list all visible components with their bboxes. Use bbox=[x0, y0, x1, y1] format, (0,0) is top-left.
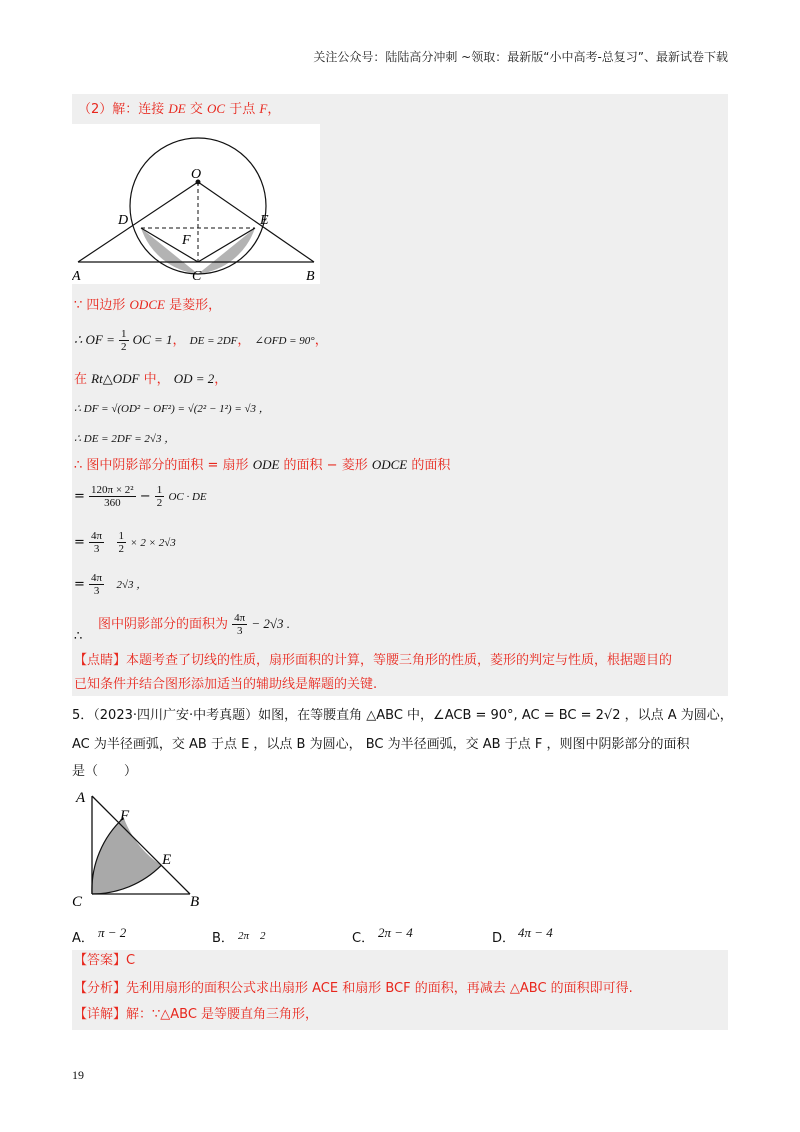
math-text: ODE bbox=[252, 457, 280, 472]
text: 交 bbox=[185, 102, 203, 117]
math-text: ∠OFD = 90° bbox=[254, 335, 315, 347]
option-b-label[interactable]: B． bbox=[212, 931, 234, 946]
fraction: $\frac{1}{2}$ bbox=[118, 530, 125, 555]
text: ， bbox=[214, 372, 228, 387]
solution-line-9 bbox=[74, 530, 176, 555]
label-F: F bbox=[120, 808, 130, 824]
label-A: A bbox=[72, 269, 81, 284]
solution-line-3 bbox=[74, 328, 328, 353]
text: ， bbox=[237, 333, 251, 348]
text: （2）解：连接 bbox=[78, 102, 165, 117]
math-text: Rt△ODF bbox=[91, 371, 140, 386]
text: 中， bbox=[139, 372, 170, 387]
text: 图中阴影部分的面积为 bbox=[98, 617, 229, 632]
solution-line-10 bbox=[74, 572, 147, 597]
option-c-label[interactable]: C． bbox=[352, 931, 375, 946]
math-text: × 2 × 2√3 bbox=[130, 537, 176, 549]
text: ∵ 四边形 bbox=[74, 298, 126, 313]
math-text: ODCE bbox=[129, 297, 165, 312]
label-B: B bbox=[190, 894, 200, 910]
solution-line-2 bbox=[74, 296, 221, 315]
option-a-value: π − 2 bbox=[98, 925, 127, 940]
text: 在 bbox=[74, 372, 88, 387]
label-E: E bbox=[162, 852, 172, 868]
label-A: A bbox=[76, 790, 86, 806]
option-b-value: 2π 2 bbox=[238, 930, 266, 942]
text: = bbox=[74, 577, 85, 592]
math-text: DE bbox=[168, 101, 186, 116]
question-line-3: 是（ ） bbox=[72, 764, 138, 779]
solution-line-5: ∴ DF = √(OD² − OF²) = √(2² − 1²) = √3 ， bbox=[74, 403, 270, 415]
solution-box bbox=[72, 94, 728, 696]
label-C: C bbox=[192, 269, 202, 284]
math-text: OC · DE bbox=[168, 491, 207, 503]
text: = bbox=[74, 535, 85, 550]
therefore-symbol: ∴ bbox=[74, 629, 83, 644]
text: ， bbox=[172, 333, 186, 348]
comment-line-1: 【点睛】本题考查了切线的性质，扇形面积的计算，等腰三角形的性质，菱形的判定与性质，根据题目的 bbox=[74, 653, 673, 668]
solution-line-8 bbox=[74, 484, 207, 509]
text: 是菱形， bbox=[164, 298, 222, 313]
math-text: F bbox=[259, 101, 268, 116]
text: − bbox=[139, 489, 151, 504]
label-D: D bbox=[118, 213, 129, 228]
fraction: $\frac{\text{120π × 2²}}{360}$ bbox=[91, 484, 134, 509]
solution-line-1 bbox=[78, 100, 280, 119]
text: 的面积 − 菱形 bbox=[279, 458, 368, 473]
option-a-label[interactable]: A． bbox=[72, 931, 94, 946]
math-text: ODCE bbox=[371, 457, 408, 472]
label-O: O bbox=[191, 167, 202, 182]
right-triangle-arcs-figure bbox=[70, 786, 210, 910]
fraction: $\frac{4\pi}{3}$ bbox=[91, 530, 103, 555]
solution-line-7 bbox=[74, 456, 450, 475]
math-text: DE = 2DF bbox=[189, 335, 238, 347]
label-C: C bbox=[72, 894, 83, 910]
math-text: OD = 2 bbox=[173, 371, 215, 386]
label-B: B bbox=[306, 269, 315, 284]
math-text: OC = 1 bbox=[132, 332, 173, 347]
solution-line-11 bbox=[98, 612, 290, 637]
label-E: E bbox=[260, 213, 269, 228]
text: ， bbox=[267, 102, 281, 117]
text: = bbox=[74, 489, 85, 504]
answer-box bbox=[72, 950, 728, 1030]
math-text: OC bbox=[207, 101, 226, 116]
fraction: $\frac{4\pi}{3}$ bbox=[234, 612, 246, 637]
circle-tangent-figure bbox=[72, 124, 320, 284]
option-d-label[interactable]: D． bbox=[492, 931, 516, 946]
label-F: F bbox=[182, 233, 191, 248]
comment-line-2: 已知条件并结合图形添加适当的辅助线是解题的关键. bbox=[74, 677, 378, 692]
option-c-value: 2π − 4 bbox=[378, 925, 413, 940]
page-header: 关注公众号：陆陆高分冲刺 ~领取：最新版“小中高考-总复习”、最新试卷下载 bbox=[313, 50, 728, 64]
detail-line: 【详解】解：∵△ABC 是等腰直角三角形， bbox=[74, 1007, 319, 1022]
text: 于点 bbox=[225, 102, 256, 117]
fraction: $\frac{1}{2}$ bbox=[156, 484, 163, 509]
question-line-2: AC 为半径画弧，交 AB 于点 E ，以点 B 为圆心， BC 为半径画弧，交 AB 于点 F ，则图中阴影部分的面积 bbox=[72, 737, 690, 752]
text: 的面积 bbox=[407, 458, 451, 473]
analysis-line: 【分析】先利用扇形的面积公式求出扇形 ACE 和扇形 BCF 的面积，再减去 △ABC 的面积即可得. bbox=[74, 981, 633, 996]
math-text: − 2√3 . bbox=[251, 616, 291, 631]
option-d-value: 4π − 4 bbox=[518, 925, 553, 940]
math-text: 2√3 ， bbox=[116, 579, 148, 591]
page-number: 19 bbox=[72, 1068, 84, 1082]
text: ， bbox=[314, 333, 328, 348]
math-text: ∴ OF = bbox=[74, 332, 115, 347]
fraction: $\frac{1}{2}$ bbox=[121, 328, 127, 353]
answer-line: 【答案】C bbox=[74, 953, 136, 968]
solution-line-6: ∴ DE = 2DF = 2√3 ， bbox=[74, 433, 176, 445]
question-line-1: 5．（2023·四川广安·中考真题）如图，在等腰直角 △ABC 中，∠ACB = 90°, AC = BC = 2√2 ，以点 A 为圆心， bbox=[72, 708, 733, 723]
fraction: $\frac{4\pi}{3}$ bbox=[91, 572, 103, 597]
solution-line-4 bbox=[74, 370, 227, 389]
text: ∴ 图中阴影部分的面积 = 扇形 bbox=[74, 458, 249, 473]
